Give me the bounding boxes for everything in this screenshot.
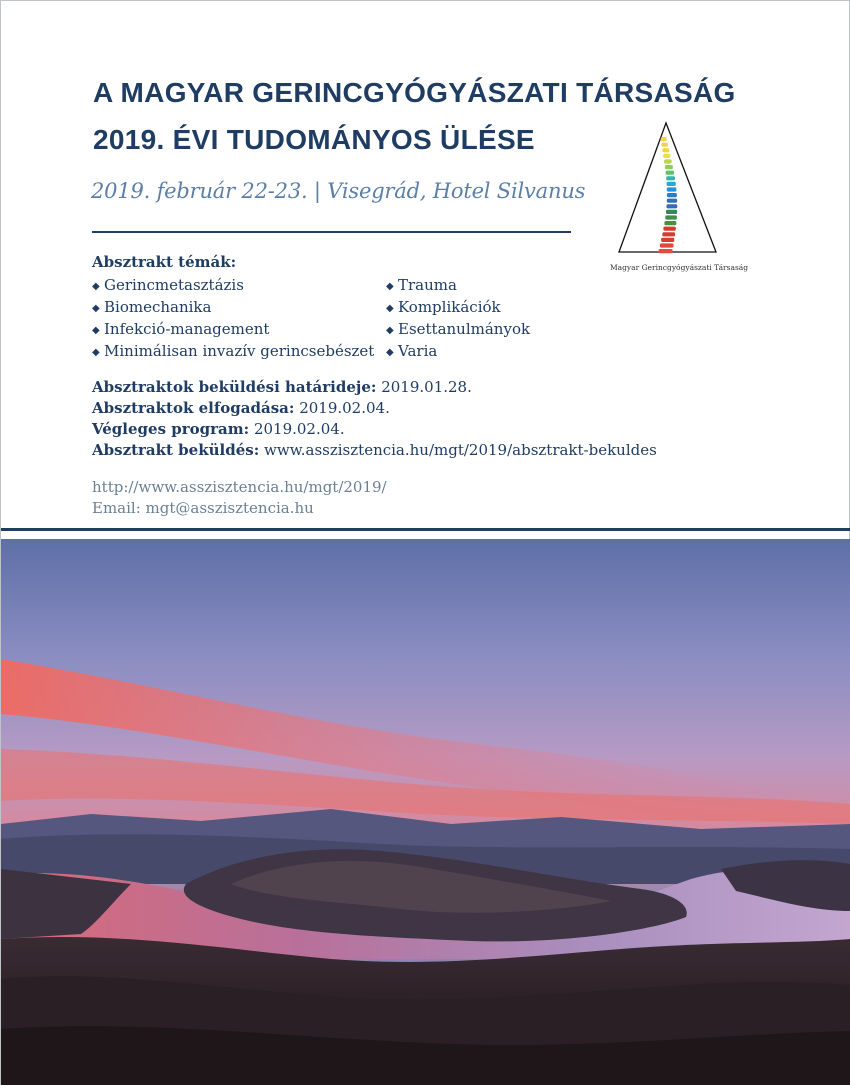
diamond-bullet-icon: ◆ (92, 325, 100, 336)
topic-item: ◆ Biomechanika (92, 297, 374, 319)
topic-item: ◆ Gerincmetasztázis (92, 275, 374, 297)
vertebra-mark (667, 204, 678, 208)
vertebra-mark (662, 232, 675, 236)
topics-heading: Absztrakt témák: (92, 253, 237, 271)
vertebra-mark (667, 182, 676, 186)
vertebra-mark (663, 154, 670, 158)
diamond-bullet-icon: ◆ (92, 303, 100, 314)
danube-bend-landscape-photo (1, 539, 850, 1085)
topic-item: ◆ Minimálisan invazív gerincsebészet (92, 341, 374, 363)
vertebra-mark (662, 148, 669, 152)
title-divider (92, 231, 571, 233)
diamond-bullet-icon: ◆ (92, 347, 100, 358)
email-link[interactable]: Email: mgt@asszisztencia.hu (92, 499, 314, 517)
topic-item: ◆ Trauma (386, 275, 530, 297)
topic-item: ◆ Varia (386, 341, 530, 363)
vertebra-mark (666, 210, 677, 214)
diamond-bullet-icon: ◆ (386, 325, 394, 336)
vertebra-mark (667, 199, 677, 203)
vertebra-mark (666, 171, 674, 175)
vertebra-mark (667, 193, 677, 197)
vertebra-mark (666, 176, 675, 180)
contact-block (92, 477, 387, 519)
vertebra-mark (661, 137, 667, 141)
vertebra-mark (661, 238, 674, 242)
topics-list-left (92, 275, 374, 363)
diamond-bullet-icon: ◆ (386, 281, 394, 292)
event-date-location: 2019. február 22-23. | Visegrád, Hotel Silvanus (91, 179, 586, 203)
vertebra-mark (660, 243, 674, 247)
website-link[interactable]: http://www.asszisztencia.hu/mgt/2019/ (92, 478, 387, 496)
vertebra-mark (664, 159, 672, 163)
vertebra-mark (664, 221, 676, 225)
vertebra-mark (665, 165, 673, 169)
acceptance-date: Absztraktok elfogadása: 2019.02.04. (92, 399, 390, 417)
event-title-line-2: 2019. ÉVI TUDOMÁNYOS ÜLÉSE (93, 124, 535, 155)
section-divider (1, 528, 850, 531)
final-program-date: Végleges program: 2019.02.04. (92, 420, 345, 438)
abstract-submission-link[interactable]: Absztrakt beküldés: www.asszisztencia.hu/mgt/2019/absztrakt-bekuldes (92, 441, 657, 459)
vertebra-mark (663, 227, 675, 231)
deadlines-block (92, 377, 657, 461)
vertebra-mark (659, 249, 673, 253)
vertebra-mark (662, 143, 668, 147)
diamond-bullet-icon: ◆ (92, 281, 100, 292)
vertebra-mark (665, 215, 677, 219)
spine-triangle-icon (603, 119, 753, 279)
vertebra-mark (667, 187, 677, 191)
event-title-line-1: A MAGYAR GERINCGYÓGYÁSZATI TÁRSASÁG (93, 77, 736, 108)
diamond-bullet-icon: ◆ (386, 303, 394, 314)
topics-list-right (386, 275, 530, 363)
topic-item: ◆ Infekció-management (92, 319, 374, 341)
topic-item: ◆ Esettanulmányok (386, 319, 530, 341)
submission-deadline: Absztraktok beküldési határideje: 2019.01.28. (92, 378, 472, 396)
topic-item: ◆ Komplikációk (386, 297, 530, 319)
logo-caption: Magyar Gerincgyógyászati Társaság (609, 263, 749, 272)
diamond-bullet-icon: ◆ (386, 347, 394, 358)
